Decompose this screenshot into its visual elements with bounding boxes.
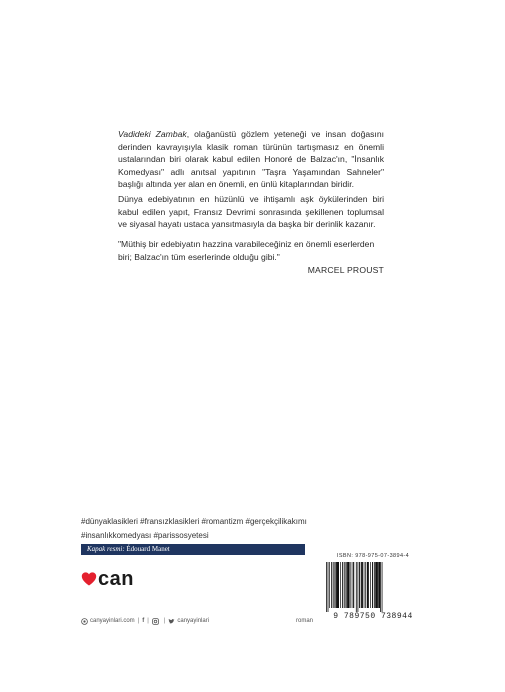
barcode-bar (382, 562, 383, 612)
barcode-bar (328, 562, 329, 612)
barcode-bar (331, 562, 332, 608)
barcode-bar (353, 562, 354, 608)
publisher-footer (81, 616, 313, 626)
blurb-paragraph-1-text: , olağanüstü gözlem yeteneği ve insan doğasını derinden kavrayışıyla klasik roman türünün tartışmasız en önemli ustalarından biri olarak kabul edilen Honoré de Balzac'ın, "İnsanlık Komedyası" adlı anıtsal yapıtının "Taşra Yaşamından Sahneler" başlığı altında yer alan en önemli, en ünlü kitaplarından biridir. (118, 129, 384, 190)
barcode-bar (338, 562, 339, 608)
isbn-label: ISBN: 978-975-07-3894-4 (336, 553, 410, 559)
publisher-logo-text: can (98, 568, 134, 590)
publisher-social-handle[interactable]: canyayinlari (177, 618, 210, 624)
barcode-bar (358, 562, 359, 612)
barcode-bar (380, 562, 381, 612)
barcode-bar (326, 562, 327, 612)
twitter-icon[interactable] (168, 618, 175, 625)
barcode-bar (340, 562, 341, 608)
barcode-bar (329, 562, 330, 608)
separator: | (163, 618, 166, 624)
publisher-logo (81, 568, 134, 590)
heart-icon (81, 571, 97, 587)
book-category: roman (295, 618, 313, 624)
facebook-icon[interactable]: f (142, 618, 145, 624)
separator: | (137, 618, 140, 624)
barcode-bar (374, 562, 375, 608)
hashtag-line-1: #dünyaklasikleri #fransızklasikleri #romantizm #gerçekçilikakımı (81, 517, 307, 526)
quote-author: MARCEL PROUST (307, 265, 384, 275)
barcode-bar (342, 562, 343, 608)
barcode-bar (335, 562, 337, 608)
barcode-bar (337, 562, 339, 608)
publisher-website[interactable]: canyayinlari.com (90, 618, 135, 624)
barcode-bar (372, 562, 373, 608)
blurb-quote: "Müthiş bir edebiyatın hazzina varabileceğiniz en önemli eserlerden biri; Balzac'ın tüm eserlerinde olduğu gibi." (118, 239, 375, 262)
barcode-bar (356, 562, 357, 612)
hashtag-line-2: #insanlıkkomedyası #parissosyetesi (81, 531, 209, 540)
barcode-bar (352, 562, 353, 608)
barcode-bar (346, 562, 348, 608)
at-sign-icon (81, 618, 88, 625)
book-title-inline: Vadideki Zambak (118, 129, 187, 139)
separator: | (147, 618, 149, 624)
cover-credit (87, 544, 170, 555)
instagram-icon[interactable] (152, 618, 159, 625)
barcode-image (323, 562, 423, 612)
barcode-bar (359, 562, 360, 608)
barcode-number: 9 789750 738944 (333, 612, 413, 621)
barcode-bar (370, 562, 371, 608)
barcode-bar (333, 562, 334, 608)
barcode-bar (365, 562, 366, 608)
cover-credit-artist: Édouard Manet (126, 545, 170, 553)
barcode-bar (350, 562, 351, 608)
barcode-bar (361, 562, 363, 608)
cover-credit-label: Kapak resmi: (87, 545, 125, 553)
barcode-bar (368, 562, 369, 608)
hashtag-list (81, 515, 341, 543)
blurb-paragraph-2: Dünya edebiyatının en hüzünlü ve ihtişamlı aşk öykülerinden biri kabul edilen yapıt, Fransız Devrimi sonrasında şekillenen toplumsal ve siyasal hayatı ustaca yansıtmasıyla da başka bir derinlik kazanır. (118, 194, 384, 230)
barcode-bar (376, 562, 378, 608)
blurb-paragraph-1 (118, 128, 384, 191)
barcode-bar (348, 562, 350, 608)
barcode-bar (363, 562, 364, 608)
barcode-bar (367, 562, 369, 608)
barcode-bar (344, 562, 345, 608)
isbn-barcode-block (321, 553, 425, 624)
barcode-bar (379, 562, 381, 608)
cover-credit-strip (81, 544, 305, 555)
barcode-bar (377, 562, 378, 608)
